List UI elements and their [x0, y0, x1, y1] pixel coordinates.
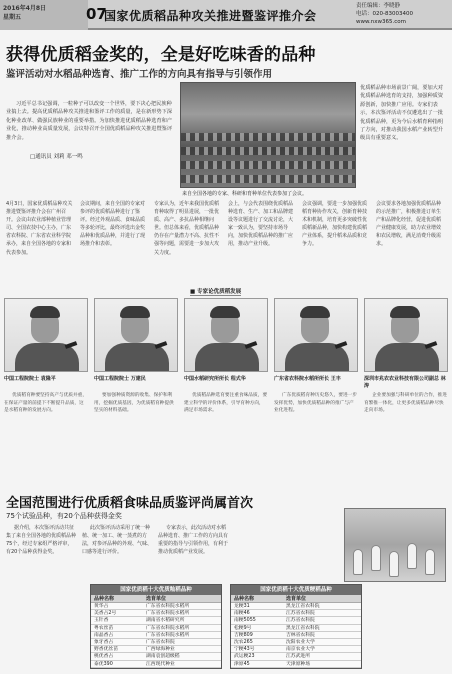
bottom-column: 此次鉴评活动采用了统一种植、统一加工、统一蒸煮的方法，对参评品种的外观、气味、口感等进行评价。 — [82, 525, 153, 556]
table-row — [231, 639, 361, 646]
cell-variety: 南粳46 — [234, 611, 250, 617]
speaker-photo — [364, 298, 448, 372]
speaker-photo — [4, 298, 88, 372]
table-row — [91, 661, 221, 668]
cell-variety: 沈农265 — [234, 639, 253, 645]
article-column: 4月3日，国家优质稻品种攻关推进暨鉴评推介会在广州召开。会议由农业部种植业管理司、全国农技中心主办，广东省农科院、广东省农业科学院承办，来自全国各地的专家和代表参加。 — [6, 201, 73, 256]
table-row — [91, 639, 221, 646]
header-info — [356, 2, 448, 26]
conference-photo — [180, 82, 356, 188]
cell-variety: 美香占2号 — [94, 611, 117, 617]
bottom-column: 专家表示，此次活动对水稻品种选育、推广工作的方向具有重要的指导与引领作用，有利于推动优质稻产业发展。 — [158, 525, 229, 556]
website-line: www.nxw365.com — [356, 19, 406, 25]
speaker-quote: 优质稻品种选育要注重食味品质，要建立科学的评价体系，引导育种方向，满足市场需求。 — [184, 393, 268, 414]
speakers-row — [4, 298, 448, 488]
cell-variety: 玉针香 — [94, 618, 109, 624]
cell-unit: 黑龙江省农科院 — [286, 604, 320, 609]
cell-variety: 津原45 — [234, 661, 250, 667]
section-title: 国家优质稻品种攻关推进暨鉴评推介会 — [104, 9, 317, 23]
page-number: 07 — [86, 5, 107, 23]
cell-variety: 桃优香占 — [94, 654, 114, 660]
cell-unit: 江苏省农科院 — [286, 618, 315, 624]
article-column: 会议期间，来自全国的专家对参评的优质稻品种进行了鉴评。经过外观品质、食味品质等多轮评比，最终评选出金奖品种和优质品种，并进行了现场推介和表彰。 — [80, 201, 146, 248]
column-header: 选育单位 — [146, 596, 167, 602]
table-row — [231, 653, 361, 660]
cell-variety: 野香优丝苗 — [94, 647, 118, 653]
right-column-text: 优质稻品种市场前景广阔，要加大对优质稻品种选育的支持，加强种质资源创新，加快推广应用。专家们表示，本次鉴评活动不仅遴选出了一批优质稻品种，更为今后水稻育种指明了方向，对推动我国水稻产业转型升级具有重要意义。 — [360, 85, 444, 142]
table-title: 国家优质稻十大优质粳稻品种 — [231, 585, 361, 595]
intro-author: □通讯员 刘莉 邓一鸣 — [30, 154, 83, 160]
editor-line: 责任编辑：李晓静 — [356, 3, 401, 9]
speaker-card — [94, 298, 178, 488]
speaker-name: 中国工程院院士 袁隆平 — [4, 376, 56, 382]
tasting-photo — [344, 508, 446, 582]
table-row — [231, 661, 361, 668]
column-header: 品种名称 — [234, 596, 255, 602]
speaker-photo — [274, 298, 358, 372]
main-headline: 获得优质稻金奖的，全是好吃味香的品种 — [6, 45, 316, 65]
table-row — [91, 610, 221, 617]
table-row — [231, 617, 361, 624]
japonica-varieties-table — [230, 584, 362, 669]
article-column: 会上，与会代表围绕优质稻品种选育、生产、加工和品牌建设等议题进行了交流讨论，大家一致认为，要坚持市场导向，加快优质稻品种的推广应用，推动产业升级。 — [228, 201, 294, 248]
table-header — [231, 595, 361, 603]
speaker-name: 中国水稻研究所所长 程式华 — [184, 376, 246, 382]
speaker-photo — [94, 298, 178, 372]
cell-unit: 湖南省水稻研究所 — [146, 618, 185, 624]
speaker-card — [184, 298, 268, 488]
cell-variety: 吉粳809 — [234, 632, 253, 638]
speaker-quote: 企业要加强与科研单位的合作，推进育繁推一体化，让更多优质稻品种尽快走向市场。 — [364, 393, 448, 414]
cell-unit: 广东省农科院 — [146, 639, 175, 645]
bottom-headline: 全国范围进行优质稻食味品质鉴评尚属首次 — [6, 496, 254, 511]
table-row — [91, 625, 221, 632]
speaker-name: 中国工程院院士 万建民 — [94, 376, 146, 382]
article-column: 会议要求各地加强优质稻品种的示范推广，积极推进订单生产和品牌化经营，促进优质稻产业健康发展，助力农业增效和农民增收，满足消费升级需求。 — [376, 201, 442, 248]
speaker-card — [364, 298, 448, 488]
cell-variety: 南晶香占 — [94, 632, 114, 638]
table-row — [91, 653, 221, 660]
table-row — [231, 603, 361, 610]
speakers-section-label: ■ 专家论优质稻发展 — [190, 289, 242, 295]
cell-variety: 象牙香占 — [94, 639, 114, 645]
cell-variety: 泰优390 — [94, 661, 113, 667]
table-row — [91, 603, 221, 610]
cell-variety: 粤农丝苗 — [94, 625, 114, 631]
cell-unit: 江西现代种业 — [146, 661, 175, 667]
cell-variety: 龙粳31 — [234, 604, 250, 609]
cell-unit: 吉林省农科院 — [286, 632, 315, 638]
bottom-subhead: 75个试验品种，有20个品种获得金奖 — [6, 512, 122, 520]
phone-line: 电话：020-83003400 — [356, 11, 413, 17]
cell-unit: 江苏武进所 — [286, 654, 310, 660]
speaker-quote: 广东优质稻育种历史悠久，要进一步发挥优势，加快优质稻品种的推广与产业化进程。 — [274, 393, 358, 414]
cell-variety: 南粳5055 — [234, 618, 256, 624]
speaker-photo — [184, 298, 268, 372]
speaker-quote: 优质稻育种要坚持高产与优质并重，在保证产量的前提下不断提升品质，这是水稻育种的发展方向。 — [4, 393, 88, 414]
speaker-quote: 要加强种质资源的收集、保护和利用，挖掘优质基因，为优质稻育种提供坚实的材料基础。 — [94, 393, 174, 414]
cell-unit: 黑龙江省农科院 — [286, 625, 320, 631]
speaker-name: 广东省农科院水稻所所长 王丰 — [274, 376, 341, 382]
cell-unit: 湖南袁创超级稻 — [146, 654, 180, 660]
column-header: 品种名称 — [94, 596, 115, 602]
cell-unit: 广东省农科院水稻所 — [146, 625, 190, 631]
bottom-column: 据介绍，本次鉴评活动共征集了来自全国各地的优质稻品种75个，经过专家组严格评审，有20个品种获得金奖。 — [6, 525, 77, 556]
cell-unit: 南京农业大学 — [286, 647, 315, 653]
weekday-line: 星期五 — [3, 14, 22, 21]
cell-unit: 沈阳农业大学 — [286, 639, 315, 645]
date-line: 2016年4月8日 — [3, 5, 47, 12]
photo-caption: 来自全国各地的专家、科研和育种单位代表参加了会议。 — [182, 191, 308, 197]
article-body — [6, 200, 446, 280]
table-title: 国家优质稻十大优质籼稻品种 — [91, 585, 221, 595]
cell-unit: 江苏省农科院 — [286, 611, 315, 617]
page-header — [0, 0, 452, 30]
cell-variety: 黄华占 — [94, 604, 109, 609]
article-column: 会议强调，要进一步加强优质稻育种协作攻关，创新育种技术和机制，培育更多突破性优质稻新品种，加快构建优质稻产业体系，提升稻米品质和竞争力。 — [302, 201, 368, 248]
speaker-name: 深圳市兆农农业科技有限公司副总 林涛 — [364, 376, 446, 389]
table-row — [91, 632, 221, 639]
table-row — [231, 610, 361, 617]
speaker-card — [4, 298, 88, 488]
cell-variety: 武运粳23 — [234, 654, 255, 660]
indica-varieties-table — [90, 584, 222, 669]
table-row — [91, 617, 221, 624]
article-column: 专家认为，近年来我国优质稻育种取得了明显进展，一批优质、高产、多抗品种相继问世。但总体来看，优质稻品种仍存在产量潜力不高、抗性不强等问题，需要进一步加大攻关力度。 — [154, 201, 220, 256]
main-subhead: 鉴评活动对水稻品种选育、推广工作的方向具有指导与引领作用 — [6, 69, 273, 80]
cell-variety: 松粳9号 — [234, 625, 252, 631]
cell-unit: 天津原种场 — [286, 661, 310, 667]
intro-paragraph: 习近平总书记强调，一粒种子可以改变一个世界，要下决心把民族种业搞上去。提高优质稻品种攻关推进和鉴评工作的质量，是在新形势下深化种业改革、做强民族种业的重要举措。为加快推进优质稻品种选育和产业化，推动种业高质量发展，会议特召开全国优质稻品种攻关推进暨鉴评推介会。 — [6, 101, 173, 141]
table-header — [91, 595, 221, 603]
cell-unit: 广东省农科院水稻所 — [146, 632, 190, 638]
column-header: 选育单位 — [286, 596, 307, 602]
speaker-card — [274, 298, 358, 488]
table-row — [91, 646, 221, 653]
cell-variety: 宁粳43号 — [234, 647, 255, 653]
table-row — [231, 646, 361, 653]
cell-unit: 广东省农科院水稻所 — [146, 604, 190, 609]
date-box — [0, 0, 88, 30]
cell-unit: 广东省农科院水稻所 — [146, 611, 190, 617]
table-row — [231, 632, 361, 639]
cell-unit: 广西绿海种业 — [146, 647, 175, 653]
table-row — [231, 625, 361, 632]
